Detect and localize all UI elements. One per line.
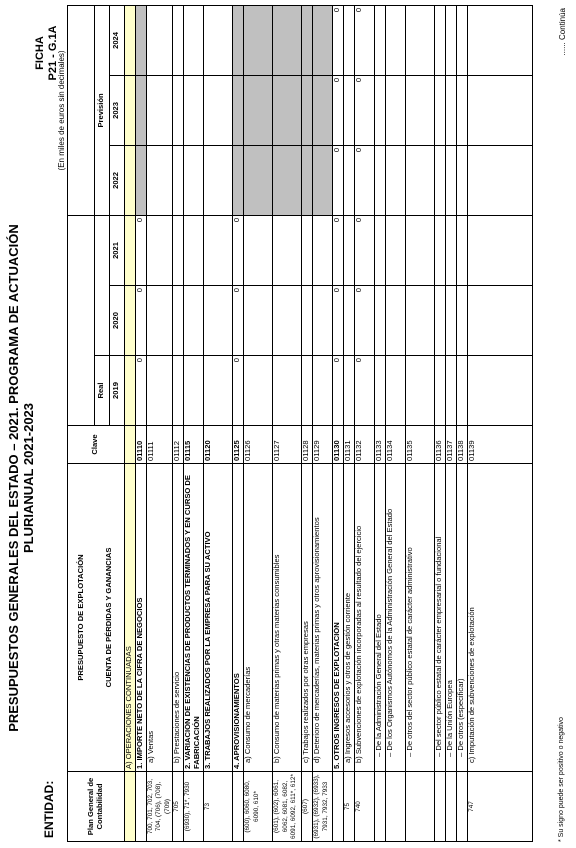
value-cell	[435, 5, 446, 75]
table-row	[233, 5, 244, 841]
value-cell: 0	[333, 145, 344, 215]
value-cell	[457, 5, 468, 75]
value-cell: 0	[355, 215, 375, 285]
clave-cell: 01112	[173, 426, 184, 464]
value-cell	[457, 75, 468, 145]
clave-cell: 01125	[233, 426, 244, 464]
value-cell: 0	[135, 356, 146, 426]
value-cell	[146, 75, 173, 145]
value-cell	[435, 145, 446, 215]
ficha-line1: FICHA	[34, 36, 46, 70]
value-cell	[386, 215, 406, 285]
value-cell	[204, 215, 233, 285]
value-cell	[406, 356, 435, 426]
value-cell	[302, 356, 313, 426]
value-cell	[135, 145, 146, 215]
pgc-cell	[233, 772, 244, 842]
value-cell	[273, 286, 302, 356]
pgc-cell: (600), 6060, 6080, 6090, 610*	[244, 772, 273, 842]
value-cell: 0	[355, 286, 375, 356]
concept-cell: 1. IMPORTE NETO DE LA CIFRA DE NEGOCIOS	[135, 464, 146, 772]
value-cell	[435, 286, 446, 356]
value-cell	[273, 75, 302, 145]
concept-cell: 4. APROVISIONAMIENTOS	[233, 464, 244, 772]
year-2020: 2020	[109, 286, 124, 356]
concept-cell: 2. VARIACIÓN DE EXISTENCIAS DE PRODUCTOS TERMINADOS Y EN CURSO DE FABRICACIÓN	[184, 464, 204, 772]
value-cell	[124, 356, 135, 426]
value-cell	[244, 145, 273, 215]
value-cell	[386, 145, 406, 215]
value-cell	[435, 215, 446, 285]
pgc-cell: (6930), 71*, 7930	[184, 772, 204, 842]
clave-cell: 01120	[204, 426, 233, 464]
value-cell	[244, 286, 273, 356]
value-cell	[302, 215, 313, 285]
header-cuenta: CUENTA DE PÉRDIDAS Y GANANCIAS	[94, 464, 124, 772]
value-cell	[273, 356, 302, 426]
pgc-cell: 75	[344, 772, 355, 842]
concept-cell: b) Consumo de materias primas y otras materias consumibles	[273, 464, 302, 772]
value-cell: 0	[333, 75, 344, 145]
value-cell	[273, 5, 302, 75]
year-2021: 2021	[109, 215, 124, 285]
value-cell	[233, 75, 244, 145]
value-cell	[457, 215, 468, 285]
value-cell	[344, 286, 355, 356]
value-cell	[446, 75, 457, 145]
value-cell	[173, 215, 184, 285]
pgc-cell: 700, 701, 702, 703, 704, (706), (708), (709)	[146, 772, 173, 842]
clave-cell: 01115	[184, 426, 204, 464]
units-note: (En miles de euros sin decimales)	[57, 50, 66, 171]
value-cell	[244, 75, 273, 145]
value-cell	[124, 75, 135, 145]
value-cell: 0	[135, 286, 146, 356]
value-cell	[386, 5, 406, 75]
clave-cell: 01130	[333, 426, 344, 464]
header-presupuesto: PRESUPUESTO DE EXPLOTACIÓN	[67, 464, 94, 772]
value-cell	[146, 215, 173, 285]
year-2019: 2019	[109, 356, 124, 426]
pgc-cell: (6931), (6932), (6933), 7931, 7932, 7933	[313, 772, 333, 842]
concept-cell: A) OPERACIONES CONTINUADAS	[124, 464, 135, 772]
value-cell: 0	[135, 215, 146, 285]
clave-cell: 01128	[302, 426, 313, 464]
value-cell	[446, 356, 457, 426]
value-cell	[344, 145, 355, 215]
value-cell	[302, 286, 313, 356]
table-row	[435, 5, 446, 841]
concept-cell: a) Ingresos accesorios y otros de gestión corriente	[344, 464, 355, 772]
clave-cell: 01126	[244, 426, 273, 464]
table-row	[313, 5, 333, 841]
value-cell	[344, 75, 355, 145]
value-cell	[124, 145, 135, 215]
value-cell	[173, 356, 184, 426]
concept-cell: – De otros (especificar)	[457, 464, 468, 772]
table-row	[446, 5, 457, 841]
entidad-label: ENTIDAD:	[42, 780, 56, 838]
header-real: Real	[94, 356, 109, 426]
value-cell	[406, 5, 435, 75]
value-cell	[313, 5, 333, 75]
pgc-cell: 705	[173, 772, 184, 842]
value-cell	[344, 5, 355, 75]
clave-cell: 01135	[406, 426, 435, 464]
table-row	[273, 5, 302, 841]
concept-cell: – Del sector público estatal de carácter empresarial o fundacional	[435, 464, 446, 772]
value-cell	[468, 286, 533, 356]
value-cell	[386, 286, 406, 356]
budget-table	[58, 5, 533, 842]
value-cell	[184, 286, 204, 356]
value-cell	[173, 145, 184, 215]
clave-cell: 01133	[375, 426, 386, 464]
value-cell	[375, 215, 386, 285]
clave-cell: 01139	[468, 426, 533, 464]
value-cell: 0	[233, 215, 244, 285]
concept-cell: a) Consumo de mercaderías	[244, 464, 273, 772]
concept-cell: 5. OTROS INGRESOS DE EXPLOTACIÓN	[333, 464, 344, 772]
value-cell	[135, 5, 146, 75]
value-cell	[244, 215, 273, 285]
value-cell	[344, 356, 355, 426]
value-cell	[184, 75, 204, 145]
value-cell	[302, 5, 313, 75]
value-cell	[313, 286, 333, 356]
value-cell	[135, 75, 146, 145]
table-row	[355, 5, 375, 841]
value-cell	[457, 356, 468, 426]
value-cell	[446, 215, 457, 285]
table-row	[386, 5, 406, 841]
value-cell	[406, 215, 435, 285]
header-prevision: Previsión	[94, 5, 109, 215]
concept-cell: b) Subvenciones de explotación incorporadas al resultado del ejercicio	[355, 464, 375, 772]
value-cell	[386, 75, 406, 145]
pgc-cell	[435, 772, 446, 842]
concept-cell: d) Deterioro de mercaderías, materias primas y otros aprovisionamientos	[313, 464, 333, 772]
clave-cell: 01134	[386, 426, 406, 464]
value-cell	[446, 145, 457, 215]
table-row	[173, 5, 184, 841]
value-cell	[173, 5, 184, 75]
concept-cell: – De otros del sector público estatal de carácter administrativo	[406, 464, 435, 772]
table-row	[468, 5, 533, 841]
concept-cell: c) Trabajos realizados por otras empresas	[302, 464, 313, 772]
value-cell	[244, 5, 273, 75]
value-cell	[468, 215, 533, 285]
table-row	[344, 5, 355, 841]
value-cell	[146, 5, 173, 75]
table-row	[333, 5, 344, 841]
value-cell	[375, 75, 386, 145]
table-row	[302, 5, 313, 841]
value-cell	[184, 5, 204, 75]
value-cell	[173, 75, 184, 145]
value-cell	[313, 356, 333, 426]
value-cell: 0	[333, 286, 344, 356]
value-cell	[468, 5, 533, 75]
value-cell	[273, 215, 302, 285]
value-cell	[313, 75, 333, 145]
table-row	[184, 5, 204, 841]
value-cell: 0	[355, 5, 375, 75]
concept-cell: a) Ventas	[146, 464, 173, 772]
value-cell	[204, 356, 233, 426]
value-cell	[406, 145, 435, 215]
value-cell	[468, 356, 533, 426]
pgc-cell: 740	[355, 772, 375, 842]
clave-cell: 01136	[435, 426, 446, 464]
value-cell: 0	[233, 356, 244, 426]
value-cell	[302, 145, 313, 215]
header-clave: Clave	[67, 426, 124, 464]
value-cell	[435, 356, 446, 426]
table-row	[204, 5, 233, 841]
value-cell	[386, 356, 406, 426]
pgc-cell	[333, 772, 344, 842]
clave-cell: 01127	[273, 426, 302, 464]
clave-cell: 01110	[135, 426, 146, 464]
value-cell: 0	[355, 75, 375, 145]
value-cell	[468, 75, 533, 145]
value-cell	[233, 5, 244, 75]
year-2023: 2023	[109, 75, 124, 145]
value-cell: 0	[355, 145, 375, 215]
value-cell	[375, 286, 386, 356]
pgc-cell	[406, 772, 435, 842]
value-cell	[124, 215, 135, 285]
clave-cell	[124, 426, 135, 464]
value-cell: 0	[333, 5, 344, 75]
pgc-cell: 73	[204, 772, 233, 842]
pgc-cell: 747	[468, 772, 533, 842]
clave-cell: 01131	[344, 426, 355, 464]
ficha-line2: P21 - G.1A	[47, 25, 59, 81]
value-cell	[446, 5, 457, 75]
pgc-cell: (607)	[302, 772, 313, 842]
pgc-cell	[124, 772, 135, 842]
value-cell	[302, 75, 313, 145]
footnote: * Su signo puede ser positivo o negativo	[558, 717, 565, 842]
concept-cell: b) Prestaciones de servicio	[173, 464, 184, 772]
value-cell	[406, 286, 435, 356]
value-cell	[146, 356, 173, 426]
value-cell	[313, 145, 333, 215]
value-cell: 0	[333, 356, 344, 426]
pgc-cell	[457, 772, 468, 842]
value-cell	[184, 356, 204, 426]
value-cell	[273, 145, 302, 215]
value-cell: 0	[355, 356, 375, 426]
value-cell	[233, 145, 244, 215]
value-cell	[204, 5, 233, 75]
value-cell	[146, 286, 173, 356]
table-row	[406, 5, 435, 841]
value-cell	[446, 286, 457, 356]
pgc-cell	[386, 772, 406, 842]
value-cell	[146, 145, 173, 215]
value-cell	[313, 215, 333, 285]
header-pgc: Plan General de Contabilidad	[67, 772, 124, 842]
value-cell	[375, 5, 386, 75]
clave-cell: 01138	[457, 426, 468, 464]
value-cell	[457, 145, 468, 215]
value-cell: 0	[333, 215, 344, 285]
continua-label: ...... Continúa	[558, 8, 567, 56]
concept-cell: c) Imputación de subvenciones de explotación	[468, 464, 533, 772]
value-cell	[244, 356, 273, 426]
year-2024: 2024	[109, 5, 124, 75]
value-cell	[375, 145, 386, 215]
clave-cell: 01132	[355, 426, 375, 464]
value-cell	[344, 215, 355, 285]
pgc-cell	[135, 772, 146, 842]
pgc-cell	[375, 772, 386, 842]
clave-cell: 01111	[146, 426, 173, 464]
value-cell	[204, 75, 233, 145]
value-cell	[468, 145, 533, 215]
value-cell: 0	[233, 286, 244, 356]
value-cell	[457, 286, 468, 356]
value-cell	[184, 215, 204, 285]
value-cell	[124, 5, 135, 75]
value-cell	[375, 356, 386, 426]
pgc-cell: (601), (602), 6061, 6062, 6081, 6082, 6091, 6092, 611*, 612*	[273, 772, 302, 842]
table-row	[244, 5, 273, 841]
concept-cell: 3. TRABAJOS REALIZADOS POR LA EMPRESA PARA SU ACTIVO	[204, 464, 233, 772]
year-2022: 2022	[109, 145, 124, 215]
table-row	[124, 5, 135, 841]
value-cell	[124, 286, 135, 356]
concept-cell: – De la Unión Europea	[446, 464, 457, 772]
page-title: PRESUPUESTOS GENERALES DEL ESTADO – 2021. PROGRAMA DE ACTUACIÓN PLURIANUAL 2021-2023	[6, 224, 36, 732]
clave-cell: 01137	[446, 426, 457, 464]
value-cell	[204, 145, 233, 215]
clave-cell: 01129	[313, 426, 333, 464]
concept-cell: – De la Administración General del Estado	[375, 464, 386, 772]
value-cell	[435, 75, 446, 145]
value-cell	[173, 286, 184, 356]
concept-cell: – De los Organismos Autónomos de la Administración General del Estado	[386, 464, 406, 772]
table-row	[375, 5, 386, 841]
table-row	[457, 5, 468, 841]
pgc-cell	[446, 772, 457, 842]
table-row	[146, 5, 173, 841]
table-row	[135, 5, 146, 841]
value-cell	[204, 286, 233, 356]
value-cell	[184, 145, 204, 215]
value-cell	[406, 75, 435, 145]
